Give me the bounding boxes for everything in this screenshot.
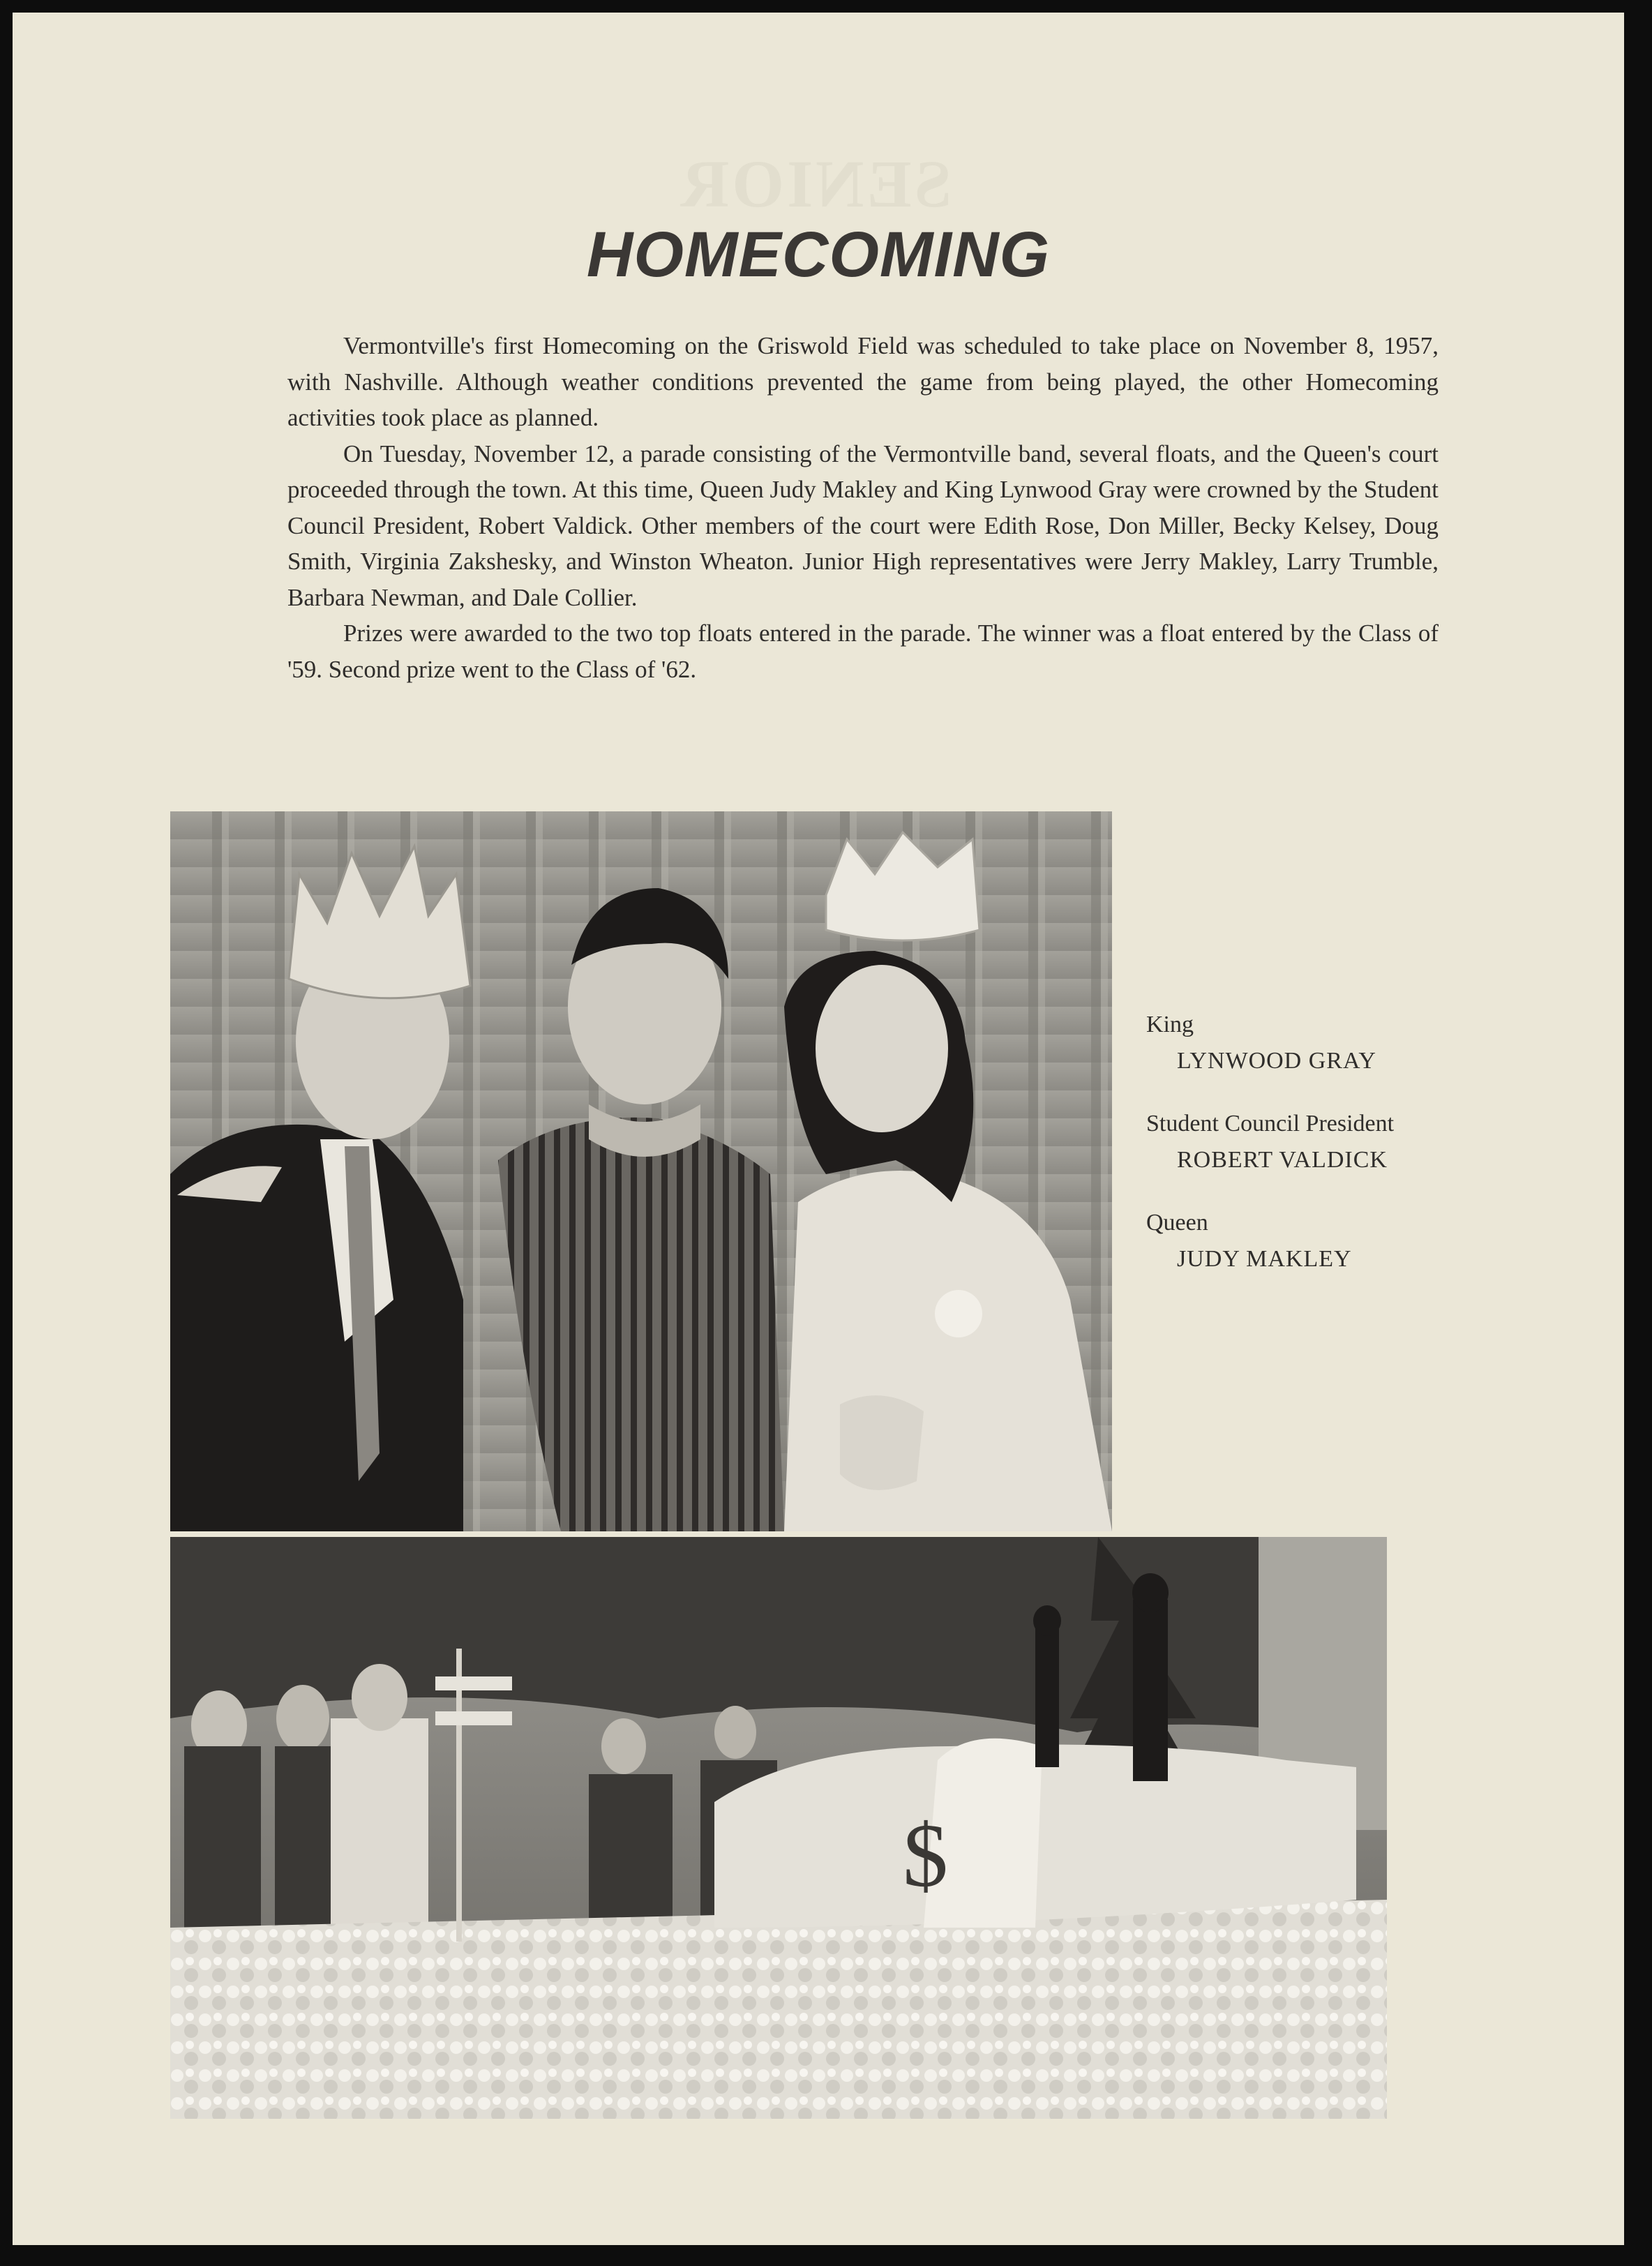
dollar-sign-decoration: $ <box>903 1806 948 1906</box>
caption-president <box>1146 1106 1579 1178</box>
caption-queen <box>1146 1205 1579 1277</box>
caption-role: Student Council President <box>1146 1111 1395 1136</box>
caption-name: LYNWOOD GRAY <box>1177 1048 1376 1074</box>
bleed-through-text: SENIOR <box>677 147 952 221</box>
caption-role: Queen <box>1146 1210 1208 1236</box>
photo-captions <box>1146 1007 1579 1304</box>
paragraph-1: Vermontville's first Homecoming on the Griswold Field was scheduled to take place on November 8, 1957, with Nashville. Although weather conditions prevented the game from being played, the other Homecoming activities took place as planned. <box>287 332 1439 431</box>
float-photo <box>170 1537 1387 2119</box>
yearbook-page <box>13 13 1624 2245</box>
paragraph-3: Prizes were awarded to the two top floats entered in the parade. The winner was a float entered by the Class of '59. Second prize went to the Class of '62. <box>287 620 1439 683</box>
caption-name: ROBERT VALDICK <box>1177 1147 1388 1173</box>
page-title: HOMECOMING <box>586 219 1051 290</box>
royalty-photo <box>170 811 1112 1531</box>
caption-name: JUDY MAKLEY <box>1177 1246 1352 1272</box>
caption-role: King <box>1146 1012 1194 1037</box>
paragraph-2: On Tuesday, November 12, a parade consisting of the Vermontville band, several floats, and the Queen's court proceeded through the town. At this time, Queen Judy Makley and King Lynwood Gray were crowned by the Student Council President, Robert Valdick. Other members of the court were Edith Rose, Don Miller, Becky Kelsey, Doug Smith, Virginia Zakshesky, and Winston Wheaton. Junior High representatives were Jerry Makley, Larry Trumble, Barbara Newman, and Dale Collier. <box>287 440 1439 611</box>
caption-king <box>1146 1007 1579 1079</box>
article-body <box>287 328 1439 687</box>
